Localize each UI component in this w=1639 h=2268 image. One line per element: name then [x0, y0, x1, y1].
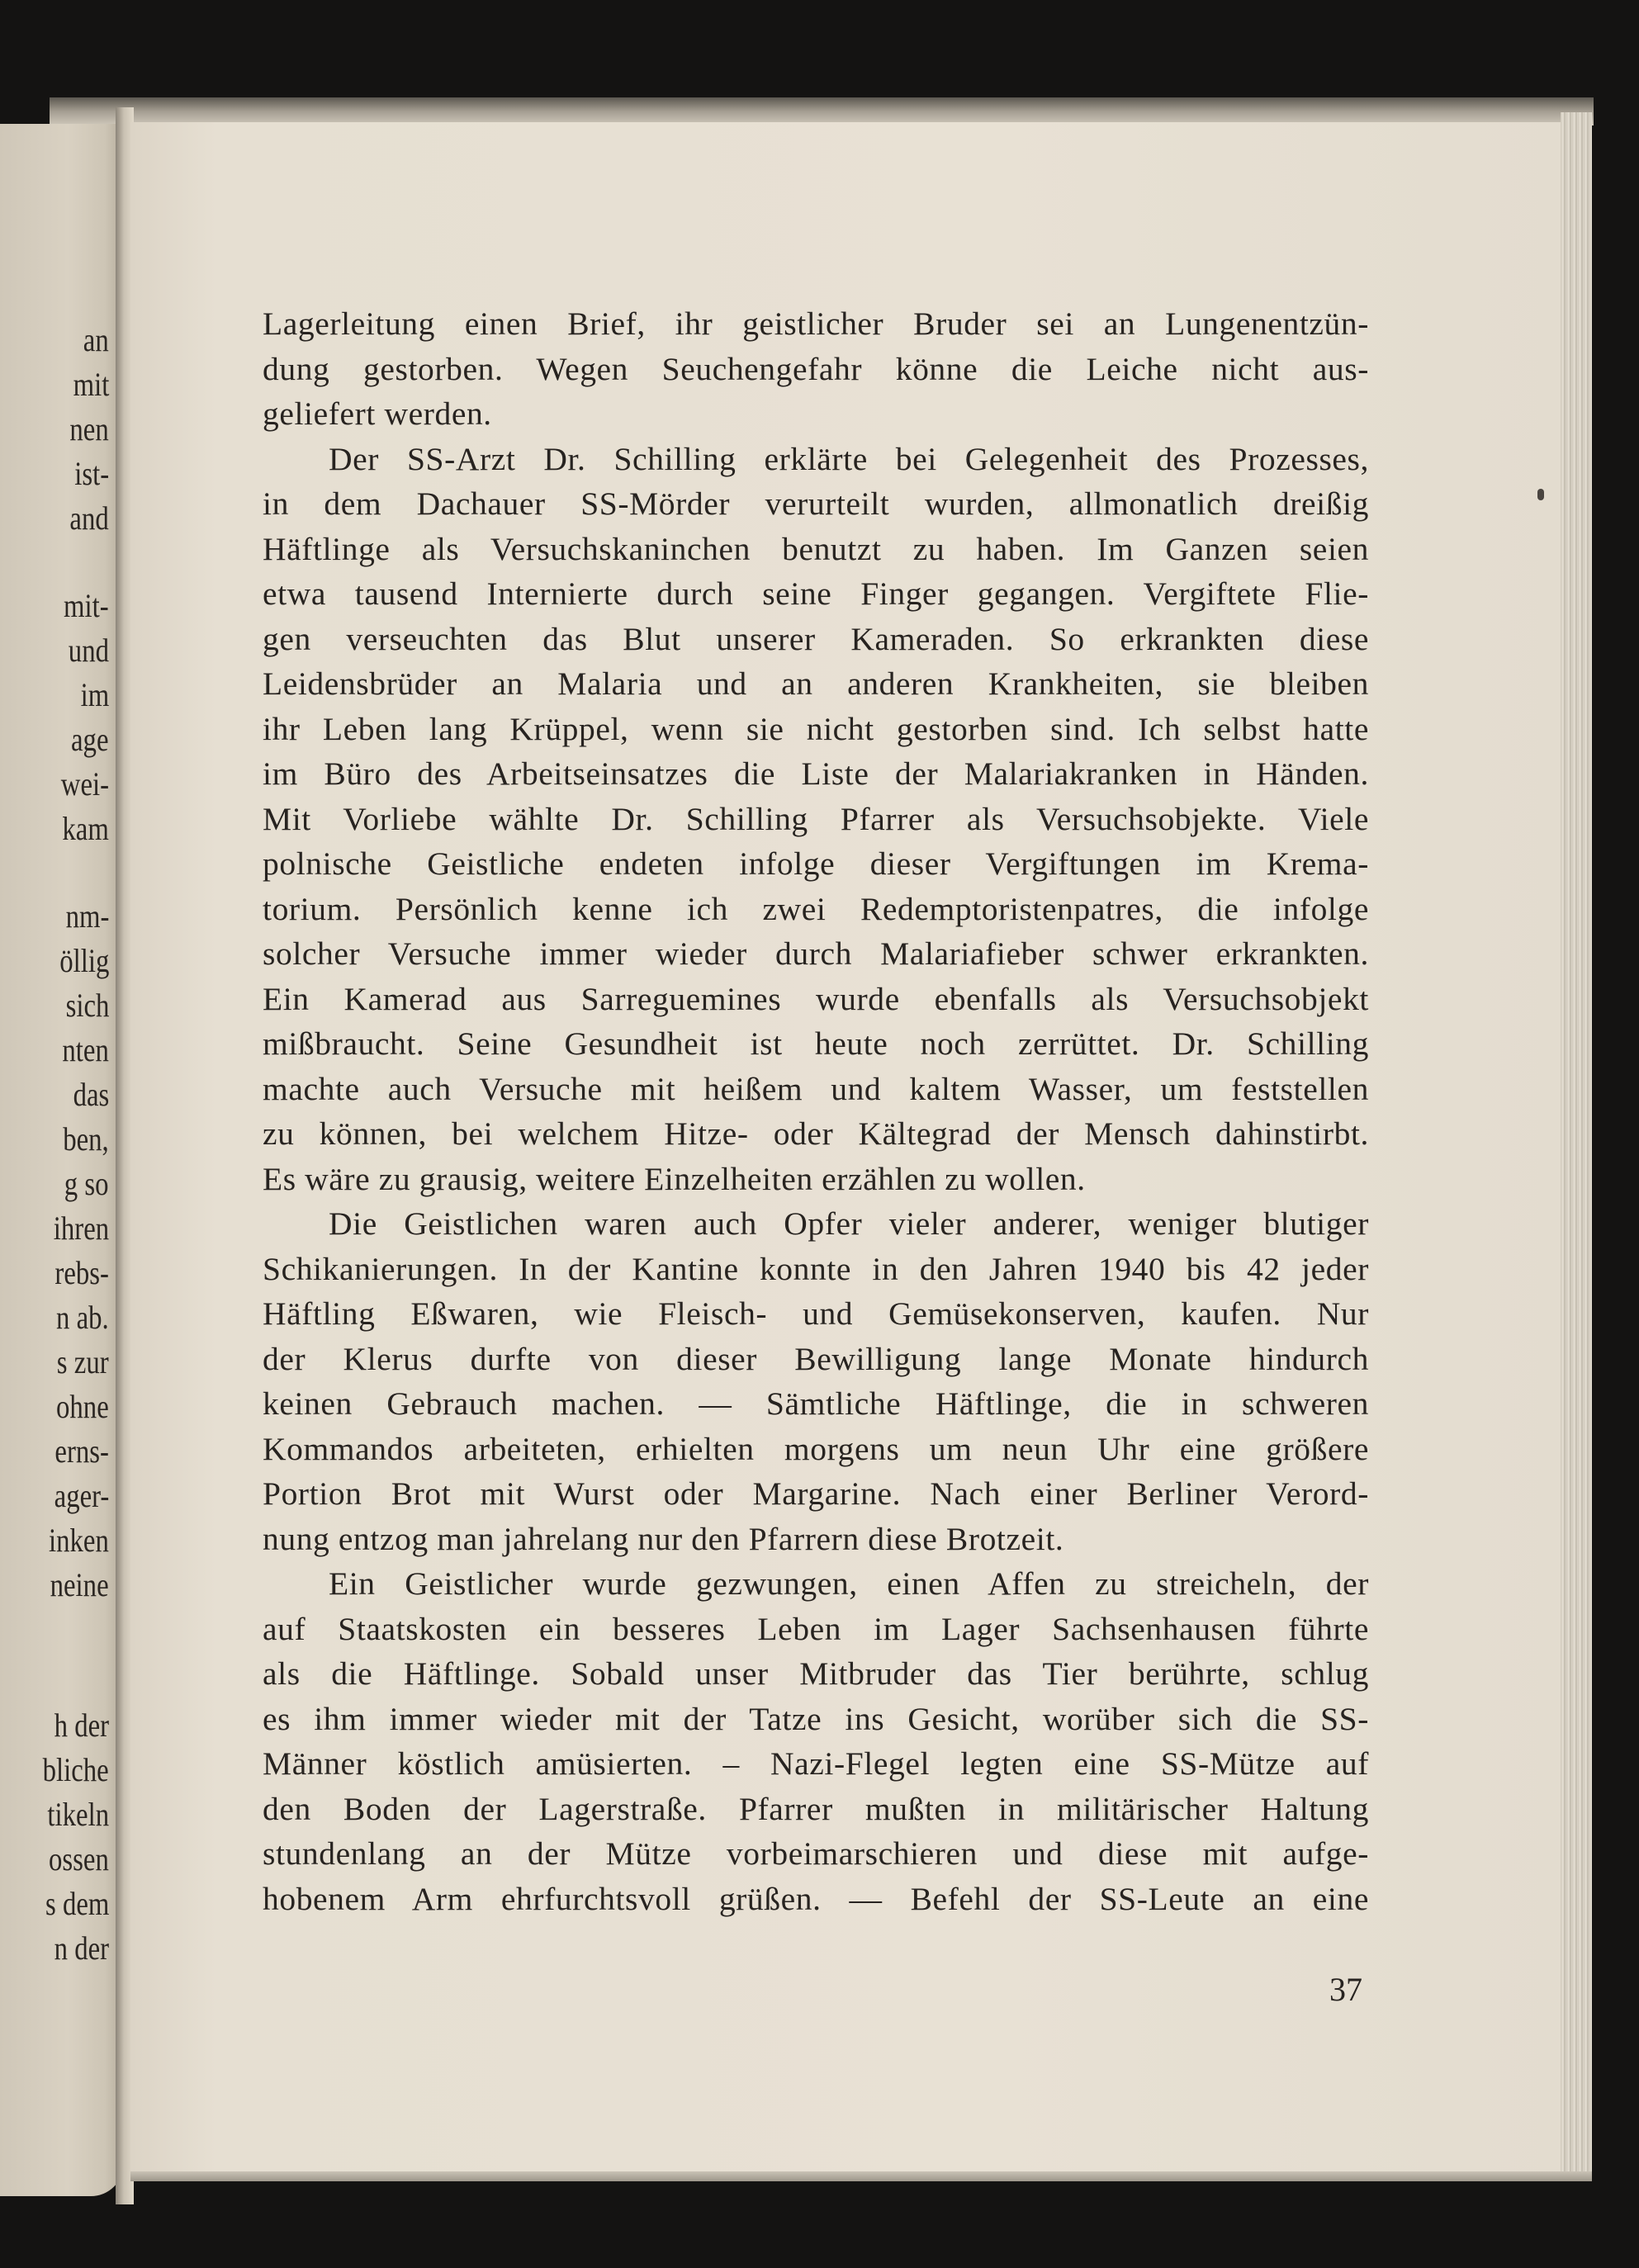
left-page-fragment: n ab.	[56, 1299, 109, 1336]
text-line: mißbraucht. Seine Gesundheit ist heute noch zerrüttet. Dr. Schilling	[263, 1025, 1369, 1062]
book-cover-top-edge	[50, 97, 1594, 125]
page-bottom-edge	[130, 2171, 1592, 2181]
text-line: Leidensbrüder an Malaria und an anderen Krankheiten, sie bleiben	[263, 665, 1369, 702]
left-page-fragment: sich	[65, 987, 109, 1024]
left-page-fragment: das	[73, 1076, 109, 1113]
body-text	[263, 301, 1369, 1921]
text-line: Männer köstlich amüsierten. – Nazi-Flegel legten eine SS-Mütze auf	[263, 1745, 1369, 1782]
text-line: Kommandos arbeiteten, erhielten morgens um neun Uhr eine größere	[263, 1430, 1369, 1467]
text-line: torium. Persönlich kenne ich zwei Redemptoristenpatres, die infolge	[263, 890, 1369, 927]
text-line: keinen Gebrauch machen. — Sämtliche Häftlinge, die in schweren	[263, 1385, 1369, 1422]
text-line: als die Häftlinge. Sobald unser Mitbruder das Tier berührte, schlug	[263, 1655, 1369, 1692]
left-page-fragment: ohne	[56, 1388, 109, 1425]
left-page-fragment: s zur	[57, 1343, 109, 1380]
left-page-fragment: nm-	[65, 897, 109, 935]
text-line: Es wäre zu grausig, weitere Einzelheiten erzählen zu wollen.	[263, 1160, 1086, 1197]
text-line: solcher Versuche immer wieder durch Malariafieber schwer erkrankten.	[263, 935, 1369, 972]
text-line: Die Geistlichen waren auch Opfer vieler anderer, weniger blutiger	[329, 1205, 1369, 1242]
left-page-fragment: s dem	[45, 1885, 109, 1922]
left-page-fragment: and	[69, 500, 109, 537]
left-page-fragment: im	[80, 676, 109, 713]
left-page-fragment: kam	[62, 810, 109, 847]
left-page-fragment: nten	[62, 1031, 109, 1068]
left-page-fragment: rebs-	[54, 1254, 109, 1291]
text-line: ihr Leben lang Krüppel, wenn sie nicht gestorben sind. Ich selbst hatte	[263, 710, 1369, 747]
text-line: im Büro des Arbeitseinsatzes die Liste der Malariakranken in Händen.	[263, 755, 1369, 792]
left-page-fragment: n der	[54, 1929, 109, 1967]
text-line: stundenlang an der Mütze vorbeimarschieren und diese mit aufge-	[263, 1835, 1369, 1872]
text-line: Häftling Eßwaren, wie Fleisch- und Gemüsekonserven, kaufen. Nur	[263, 1295, 1369, 1332]
margin-mark	[1537, 489, 1544, 500]
text-line: polnische Geistliche endeten infolge dieser Vergiftungen im Krema-	[263, 845, 1369, 882]
text-line: zu können, bei welchem Hitze- oder Kältegrad der Mensch dahinstirbt.	[263, 1115, 1369, 1152]
text-line: auf Staatskosten ein besseres Leben im Lager Sachsenhausen führte	[263, 1610, 1369, 1647]
left-page-fragment: neine	[50, 1566, 109, 1603]
left-page-fragment: und	[68, 632, 109, 669]
text-line: Lagerleitung einen Brief, ihr geistlicher Bruder sei an Lungenentzün-	[263, 305, 1369, 342]
left-page	[0, 124, 124, 2196]
left-page-fragment: ossen	[49, 1840, 109, 1877]
text-line: Häftlinge als Versuchskaninchen benutzt zu haben. Im Ganzen seien	[263, 530, 1369, 567]
page-edges	[1561, 112, 1592, 2176]
left-page-fragment: erns-	[54, 1432, 109, 1470]
left-page-fragment: mit-	[64, 587, 109, 624]
text-line: dung gestorben. Wegen Seuchengefahr könne die Leiche nicht aus-	[263, 350, 1369, 387]
text-line: den Boden der Lagerstraße. Pfarrer mußten in militärischer Haltung	[263, 1790, 1369, 1827]
text-line: Ein Kamerad aus Sarreguemines wurde ebenfalls als Versuchsobjekt	[263, 980, 1369, 1017]
text-line: Ein Geistlicher wurde gezwungen, einen Affen zu streicheln, der	[329, 1565, 1369, 1602]
left-page-fragment: h der	[54, 1707, 109, 1744]
text-line: gen verseuchten das Blut unserer Kameraden. So erkrankten diese	[263, 620, 1369, 657]
left-page-fragment: öllig	[59, 942, 109, 979]
text-line: Der SS-Arzt Dr. Schilling erklärte bei Gelegenheit des Prozesses,	[329, 440, 1369, 477]
left-page-fragment: age	[71, 721, 109, 758]
text-line: Schikanierungen. In der Kantine konnte in den Jahren 1940 bis 42 jeder	[263, 1250, 1369, 1287]
text-line: geliefert werden.	[263, 395, 492, 432]
left-page-fragment: ben,	[63, 1120, 109, 1158]
left-page-fragment: g so	[64, 1165, 109, 1202]
left-page-fragment: an	[83, 321, 109, 358]
text-line: Portion Brot mit Wurst oder Margarine. Nach einer Berliner Verord-	[263, 1475, 1369, 1512]
page-number: 37	[1329, 1971, 1362, 2008]
text-line: hobenem Arm ehrfurchtsvoll grüßen. — Befehl der SS-Leute an eine	[263, 1880, 1369, 1917]
left-page-fragment: bliche	[42, 1751, 109, 1788]
left-page-fragment: tikeln	[47, 1796, 109, 1833]
left-page-fragment: ihren	[53, 1210, 109, 1247]
left-page-fragment: inken	[49, 1522, 109, 1559]
text-line: etwa tausend Internierte durch seine Finger gegangen. Vergiftete Flie-	[263, 575, 1369, 612]
left-page-fragment: wei-	[60, 765, 109, 803]
left-page-fragment: ist-	[74, 455, 109, 492]
text-line: in dem Dachauer SS-Mörder verurteilt wurden, allmonatlich dreißig	[263, 485, 1369, 522]
text-line: Mit Vorliebe wählte Dr. Schilling Pfarrer als Versuchsobjekte. Viele	[263, 800, 1369, 837]
left-page-fragment: nen	[69, 410, 109, 447]
text-line: der Klerus durfte von dieser Bewilligung lange Monate hindurch	[263, 1340, 1369, 1377]
left-page-fragment: ager-	[54, 1477, 109, 1514]
text-line: nung entzog man jahrelang nur den Pfarrern diese Brotzeit.	[263, 1520, 1064, 1557]
text-line: machte auch Versuche mit heißem und kaltem Wasser, um feststellen	[263, 1070, 1369, 1107]
left-page-fragment: mit	[73, 366, 109, 403]
text-line: es ihm immer wieder mit der Tatze ins Gesicht, worüber sich die SS-	[263, 1700, 1369, 1737]
